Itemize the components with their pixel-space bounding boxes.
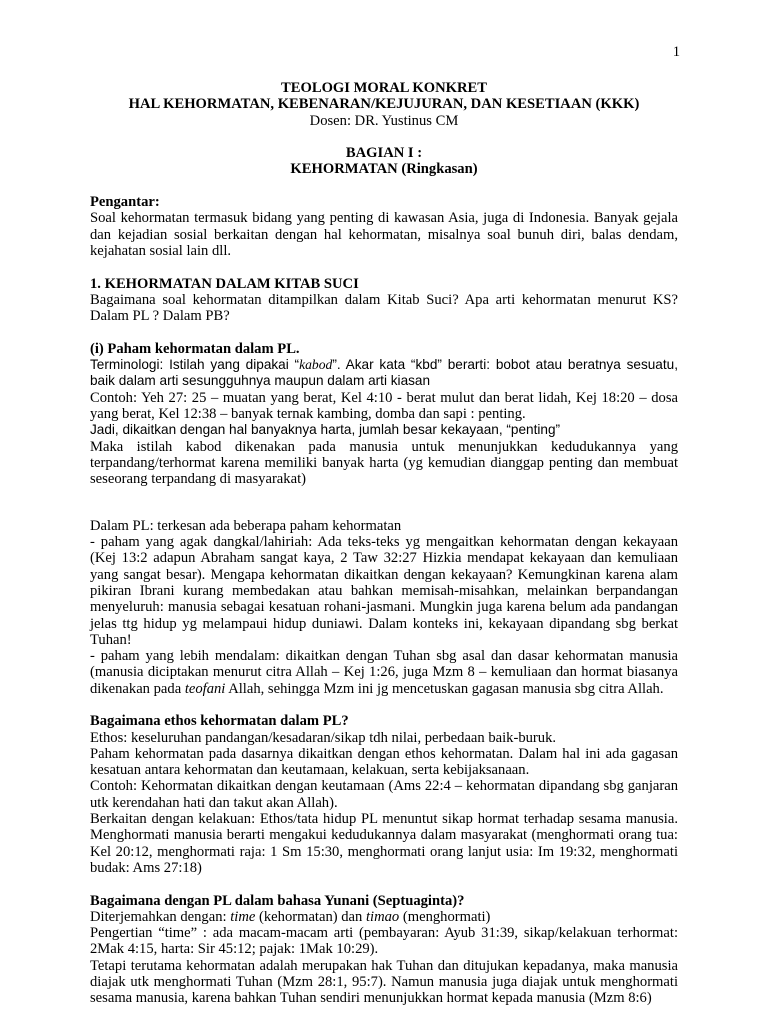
ethos-def: Ethos: keseluruhan pandangan/kesadaran/sikap tdh nilai, perbedaan baik-buruk.	[90, 729, 557, 746]
dalam-pl-intro: Dalam PL: terkesan ada beberapa paham kehormatan	[90, 517, 402, 534]
document-body	[90, 80, 678, 1007]
pengantar-text: Soal kehormatan termasuk bidang yang penting di kawasan Asia, juga di Indonesia. Banyak gejala dan kejadian sosial berkaitan dengan hal kehormatan, misalnya soal bunuh diri, balas dendam, kejahatan sosial lain dll.	[90, 210, 678, 259]
part-title: KEHORMATAN (Ringkasan)	[290, 161, 478, 178]
maka-paragraph: Maka istilah kabod dikenakan pada manusia untuk menunjukkan kedudukannya yang terpandang/terhormat karena memiliki banyak harta (yg kemudian dianggap penting dan membuat seseorang terpandang di masyarakat)	[90, 438, 678, 488]
jadi-paragraph: Jadi, dikaitkan dengan hal banyaknya harta, jumlah besar kekayaan, “penting”	[90, 422, 561, 438]
contoh-paragraph: Contoh: Yeh 27: 25 – muatan yang berat, Kel 4:10 - berat mulut dan berat lidah, Kej 18:20 – dosa yang berat, Kel 12:38 – banyak ternak kambing, domba dan sapi : penting.	[90, 389, 678, 422]
terminologi-paragraph: Terminologi: Istilah yang dipakai “kabod”. Akar kata “kbd” berarti: bobot atau beratnya sesuatu, baik dalam arti sesungguhnya maupun dalam arti kiasan	[90, 357, 678, 389]
yunani-heading: Bagaimana dengan PL dalam bahasa Yunani (Septuaginta)?	[90, 892, 465, 909]
section1-heading: 1. KEHORMATAN DALAM KITAB SUCI	[90, 275, 359, 292]
dalam-pl-p1: - paham yang agak dangkal/lahiriah: Ada teks-teks yg mengaitkan kehormatan dengan kekayaan (Kej 13:2 adapun Abraham sangat kaya, 2 Taw 32:27 Hizkia mendapat kekayaan dan kemuliaan yang sangat besar). Mengapa kehormatan dikaitkan dengan kekayaan? Kemungkinan karena alam pikiran Ibrani kurang membedakan atau bahkan memisah-misahkan, melainkan berpandangan menyeluruh: manusia sebagai kesatuan rohani-jasmani. Mungkin juga karena belum ada pandangan jelas ttg hidup yg melampaui hidup duniawi. Dalam konteks ini, kekayaan dipandang sbg berkat Tuhan!	[90, 534, 678, 648]
lecturer: Dosen: DR. Yustinus CM	[309, 112, 459, 129]
doc-subtitle: HAL KEHORMATAN, KEBENARAN/KEJUJURAN, DAN KESETIAAN (KKK)	[128, 96, 640, 113]
yunani-tetapi: Tetapi terutama kehormatan adalah merupakan hak Tuhan dan ditujukan kepadanya, maka manusia diajak utk menghormati Tuhan (Mzm 28:1, 95:7). Namun manusia juga diajak untuk menghormati sesama manusia, karena bahkan Tuhan sendiri menunjukkan hormat kepada manusia (Mzm 8:6)	[90, 957, 678, 1007]
section1-intro: Bagaimana soal kehormatan ditampilkan dalam Kitab Suci? Apa arti kehormatan menurut KS? Dalam PL ? Dalam PB?	[90, 291, 678, 325]
doc-title: TEOLOGI MORAL KONKRET	[281, 80, 487, 96]
dalam-pl-p2: - paham yang lebih mendalam: dikaitkan dengan Tuhan sbg asal dan dasar kehormatan manusia (manusia diciptakan menurut citra Allah – Kej 1:26, juga Mzm 8 – kemuliaan dan hormat biasanya dikenakan pada teofani Allah, sehingga Mzm ini jg mencetuskan gagasan manusia sbg citra Allah.	[90, 648, 678, 697]
pengantar-heading: Pengantar:	[90, 194, 160, 211]
yunani-diterjemahkan: Diterjemahkan dengan: time (kehormatan) dan timao (menghormati)	[90, 908, 491, 925]
page-number: 1	[672, 44, 680, 60]
ethos-heading: Bagaimana ethos kehormatan dalam PL?	[90, 713, 349, 730]
ethos-p3: Berkaitan dengan kelakuan: Ethos/tata hidup PL menuntut sikap hormat terhadap sesama manusia. Menghormati manusia berarti mengakui kedudukannya dalam masyarakat (menghormati orang tua: Kel 20:12, menghormati raja: 1 Sm 15:30, menghormati orang lanjut usia: Im 19:32, menghormati budak: Ams 27:18)	[90, 811, 678, 876]
sub-i-heading: (i) Paham kehormatan dalam PL.	[90, 340, 300, 357]
ethos-p1: Paham kehormatan pada dasarnya dikaitkan dengan ethos kehormatan. Dalam hal ini ada gagasan kesatuan antara kehormatan dan keutamaan, kelakuan, serta kebijaksanaan.	[90, 745, 678, 779]
part-label: BAGIAN I :	[345, 145, 423, 162]
ethos-p2: Contoh: Kehormatan dikaitkan dengan keutamaan (Ams 22:4 – kehormatan dipandang sbg ganjaran utk kerendahan hati dan takut akan Allah).	[90, 778, 678, 811]
yunani-pengertian: Pengertian “time” : ada macam-macam arti (pembayaran: Ayub 31:39, sikap/kelakuan terhormat: 2Mak 4:15, harta: Sir 45:12; pajak: 1Mak 10:29).	[90, 925, 678, 958]
